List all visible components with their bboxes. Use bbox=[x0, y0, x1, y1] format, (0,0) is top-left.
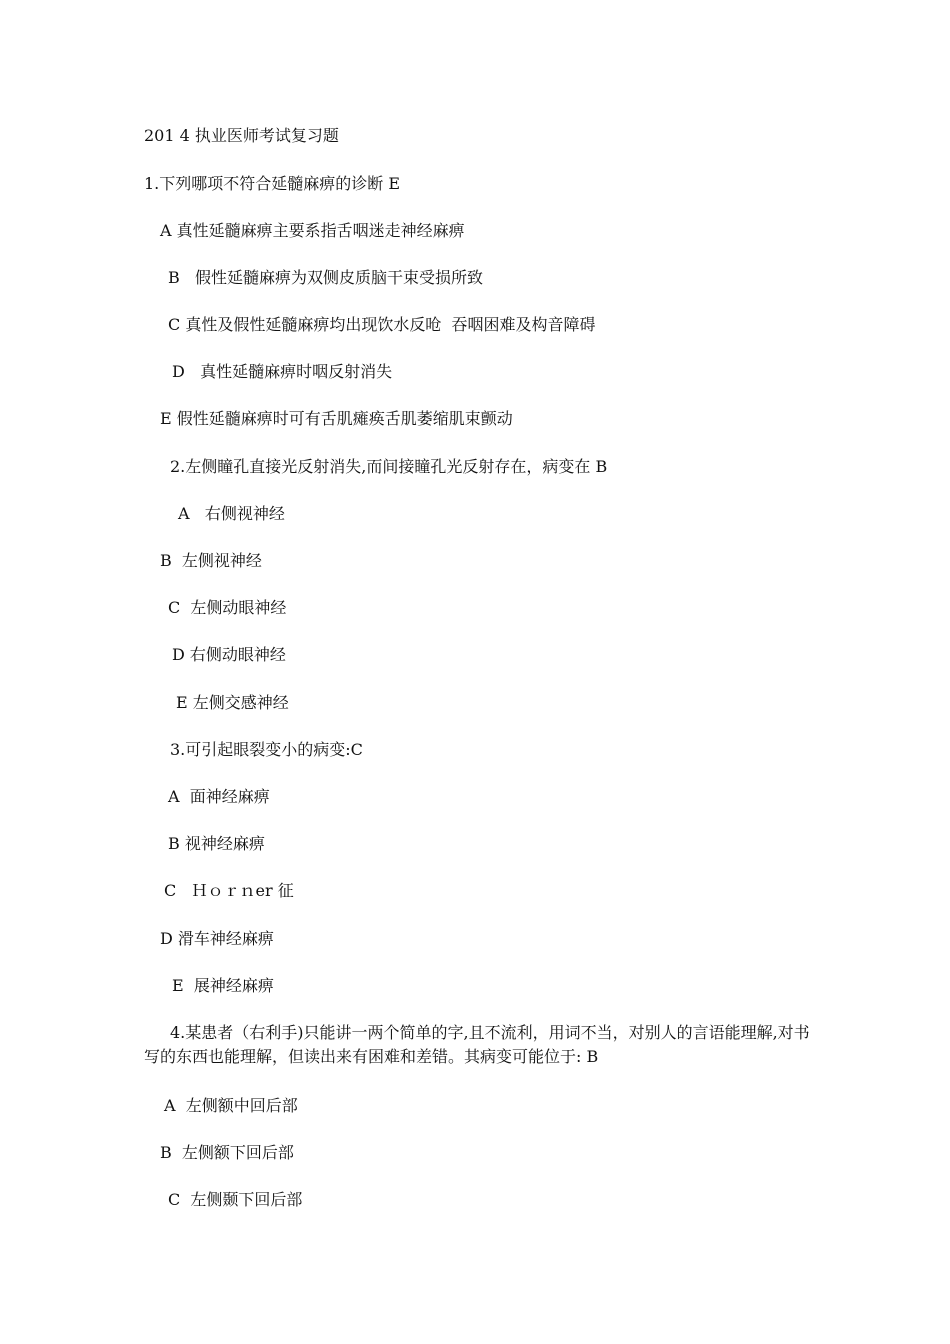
question-2-option-e: E 左侧交感神经 bbox=[176, 693, 289, 712]
question-4-option-b: B 左侧额下回后部 bbox=[160, 1143, 294, 1162]
question-3-option-e: E 展神经麻痹 bbox=[172, 976, 274, 995]
question-2-option-c: C 左侧动眼神经 bbox=[168, 598, 287, 617]
question-2-option-d: D 右侧动眼神经 bbox=[172, 645, 286, 664]
question-3-option-c: C Ｈｏｒｎer 征 bbox=[164, 881, 294, 900]
question-4-text: 4.某患者（右利手)只能讲一两个简单的字,且不流利，用词不当，对别人的言语能理解,对书写的东西也能理解，但读出来有困难和差错。其病变可能位于: B bbox=[144, 1023, 810, 1066]
question-2-option-b: B 左侧视神经 bbox=[160, 551, 262, 570]
question-4-option-c: C 左侧颞下回后部 bbox=[168, 1190, 303, 1209]
question-2-option-a: A 右侧视神经 bbox=[178, 504, 285, 523]
question-4-option-a: A 左侧额中回后部 bbox=[164, 1096, 298, 1115]
question-1-text: 1.下列哪项不符合延髓麻痹的诊断 E bbox=[144, 174, 401, 193]
question-3-option-b: B 视神经麻痹 bbox=[168, 834, 265, 853]
question-1-option-c: C 真性及假性延髓麻痹均出现饮水反呛 吞咽困难及构音障碍 bbox=[168, 315, 596, 334]
question-1-option-b: B 假性延髓麻痹为双侧皮质脑干束受损所致 bbox=[168, 268, 484, 287]
question-2-text: 2.左侧瞳孔直接光反射消失,而间接瞳孔光反射存在，病变在 B bbox=[170, 457, 608, 476]
document-title: 201 4 执业医师考试复习题 bbox=[144, 126, 339, 145]
question-1-option-e: E 假性延髓麻痹时可有舌肌瘫痪舌肌萎缩肌束颤动 bbox=[160, 409, 513, 428]
question-3-option-d: D 滑车神经麻痹 bbox=[160, 929, 274, 948]
question-1-option-d: D 真性延髓麻痹时咽反射消失 bbox=[172, 362, 393, 381]
question-3-text: 3.可引起眼裂变小的病变:C bbox=[170, 740, 363, 759]
question-1-option-a: A 真性延髓麻痹主要系指舌咽迷走神经麻痹 bbox=[160, 221, 465, 240]
question-3-option-a: A 面神经麻痹 bbox=[168, 787, 270, 806]
